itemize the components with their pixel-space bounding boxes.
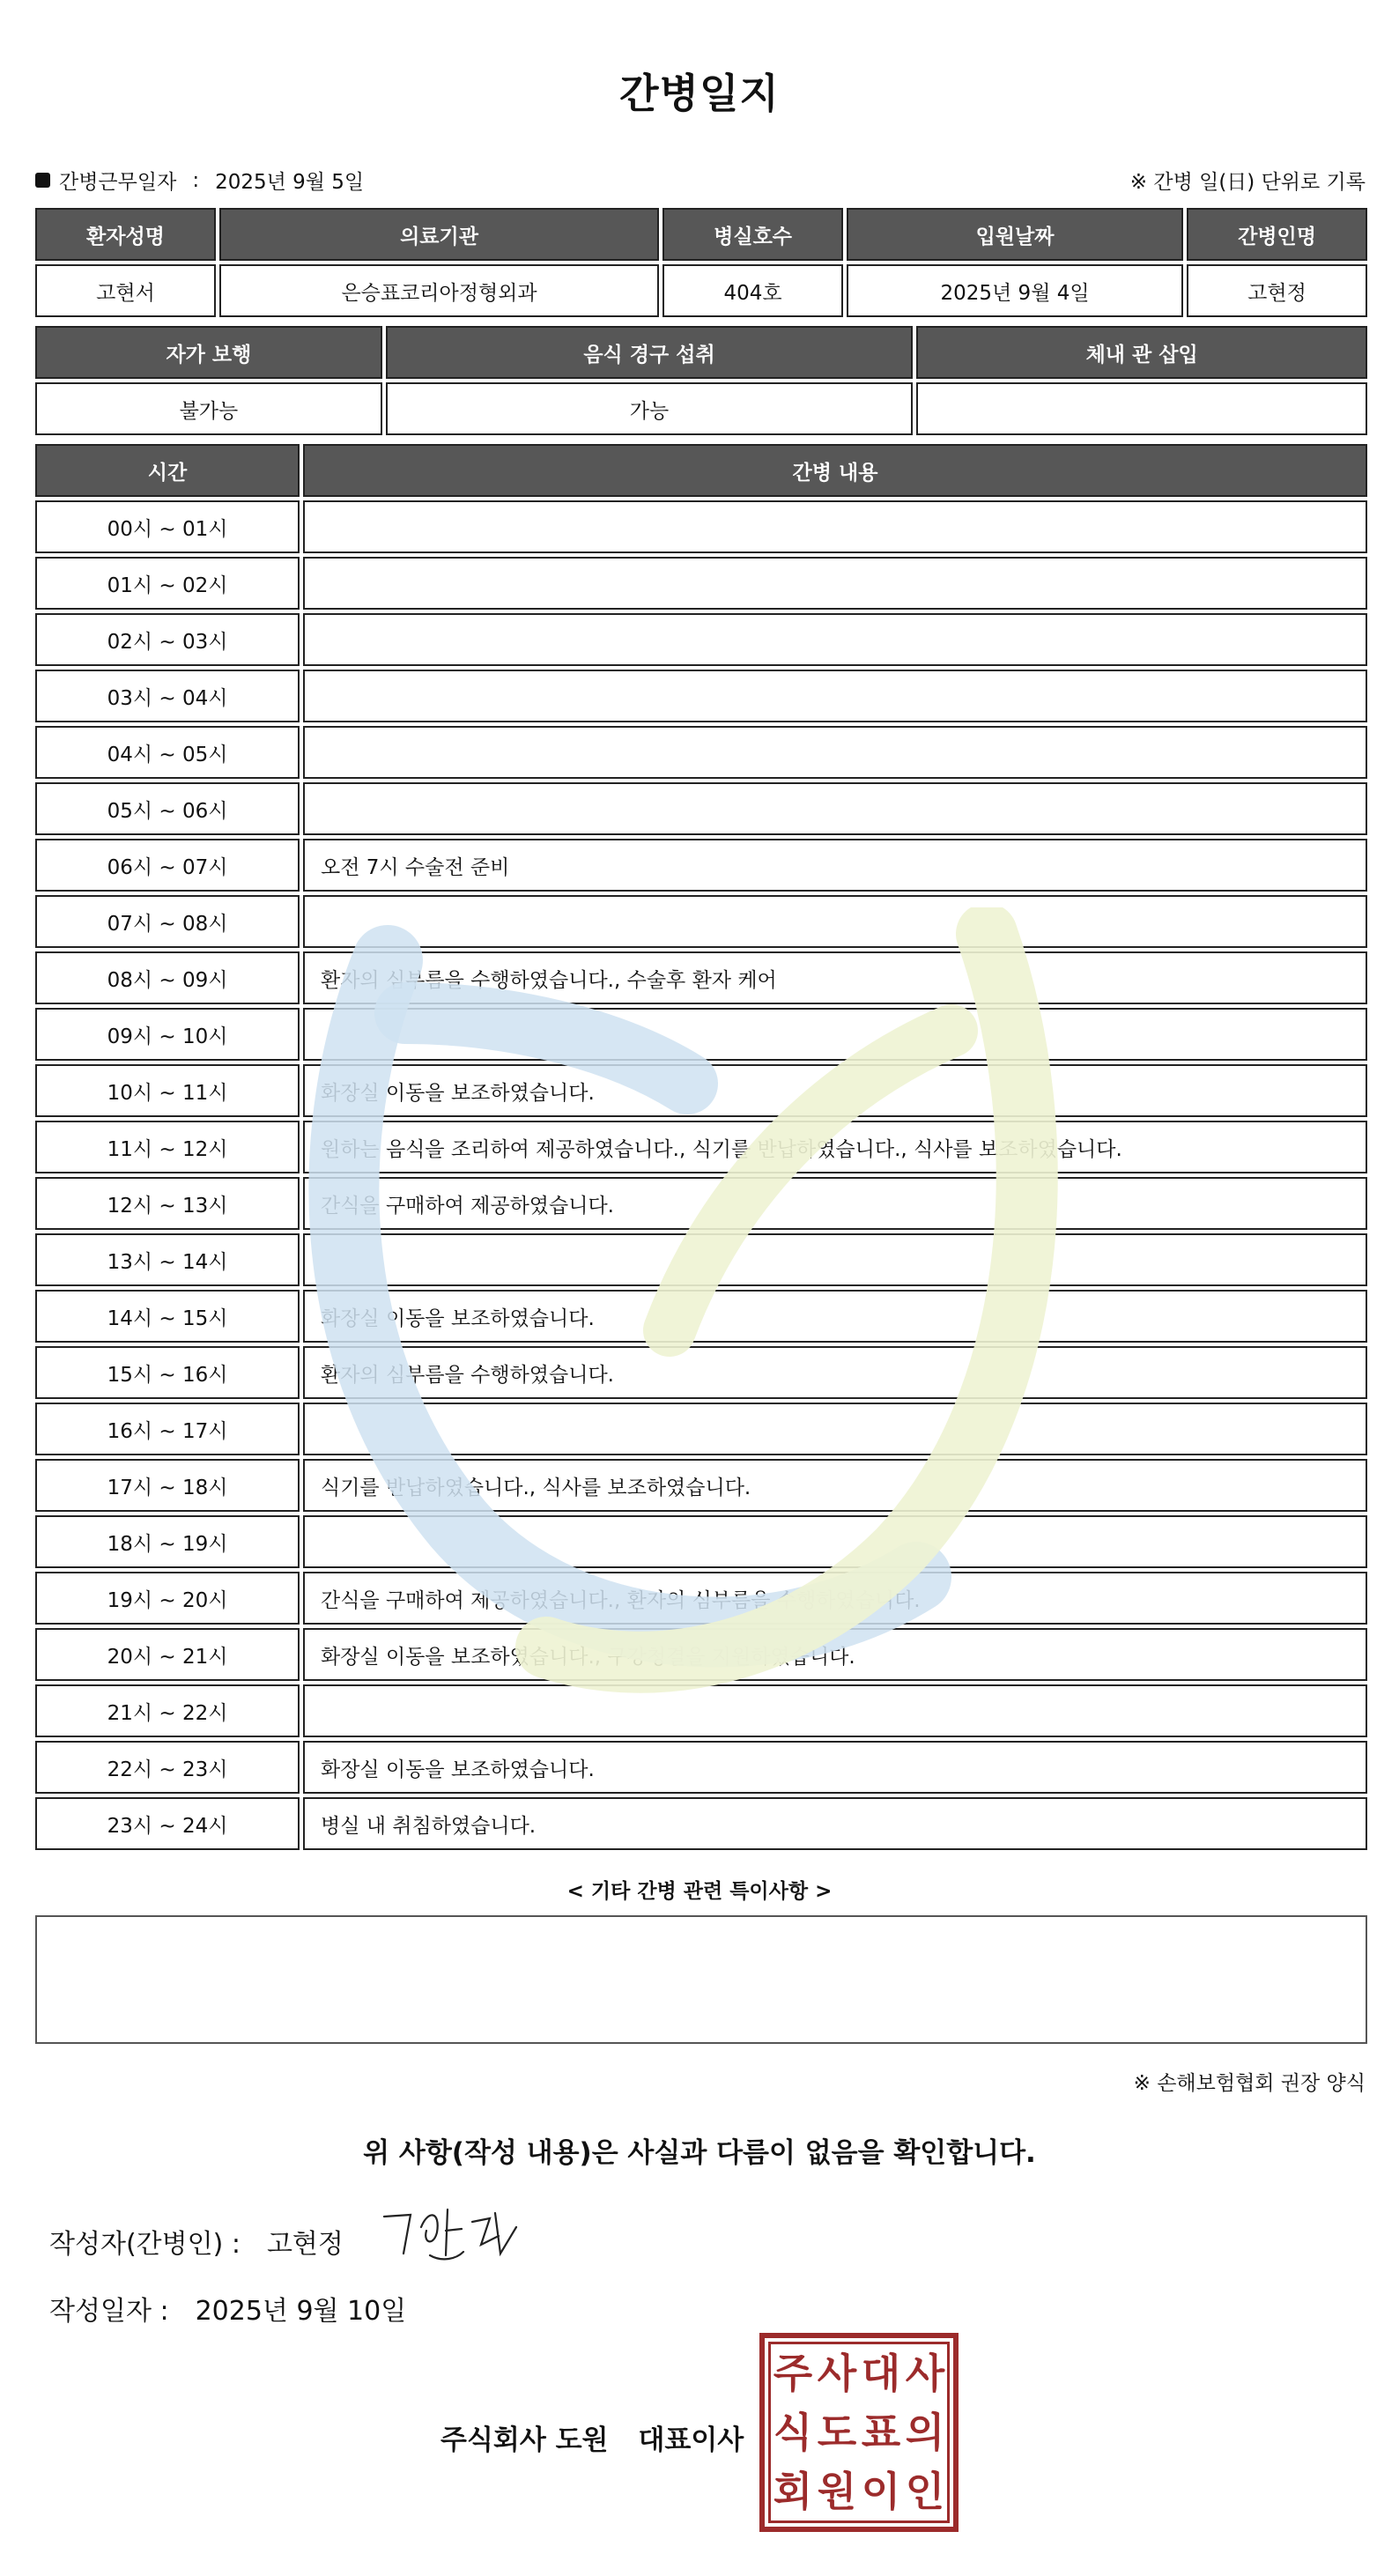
seal-character: 원 [817, 2467, 857, 2515]
care-content [303, 557, 1367, 610]
header-hospital: 의료기관 [219, 208, 659, 261]
care-content: 원하는 음식을 조리하여 제공하였습니다., 식기를 반납하였습니다., 식사를 보조하였습니다. [303, 1121, 1367, 1173]
caregiver-name: 고현정 [1187, 264, 1367, 317]
care-content [303, 726, 1367, 779]
care-content: 간식을 구매하여 제공하였습니다., 환자의 심부름을 수행하였습니다. [303, 1572, 1367, 1625]
table-row [35, 557, 1367, 610]
work-date-label: 간병근무일자 [59, 171, 177, 194]
table-row [35, 1064, 1367, 1117]
seal-character: 회 [773, 2467, 813, 2515]
table-row [35, 670, 1367, 722]
care-content [303, 1684, 1367, 1737]
care-content: 화장실 이동을 보조하였습니다. [303, 1741, 1367, 1794]
time-slot: 01시 ~ 02시 [35, 557, 300, 610]
write-date-label: 작성일자 : [49, 2296, 169, 2327]
time-slot: 03시 ~ 04시 [35, 670, 300, 722]
header-time: 시간 [35, 444, 300, 497]
header-self-walking: 자가 보행 [35, 326, 382, 379]
header-oral-intake: 음식 경구 섭취 [386, 326, 913, 379]
care-content: 병실 내 취침하였습니다. [303, 1797, 1367, 1850]
time-slot: 07시 ~ 08시 [35, 895, 300, 948]
header-patient-name: 환자성명 [35, 208, 216, 261]
care-content: 환자의 심부름을 수행하였습니다. [303, 1346, 1367, 1399]
time-slot: 14시 ~ 15시 [35, 1290, 300, 1343]
company-signoff [440, 2417, 744, 2457]
time-slot: 18시 ~ 19시 [35, 1515, 300, 1568]
self-walking-value: 불가능 [35, 382, 382, 435]
tube-insertion-value [916, 382, 1367, 435]
table-row [35, 1797, 1367, 1850]
care-content [303, 670, 1367, 722]
room-number: 404호 [662, 264, 843, 317]
care-content [303, 500, 1367, 553]
time-slot: 04시 ~ 05시 [35, 726, 300, 779]
oral-intake-value: 가능 [386, 382, 913, 435]
table-row [35, 1290, 1367, 1343]
document-title: 간병일지 [619, 70, 780, 117]
seal-character: 사 [905, 2350, 945, 2398]
table-row [35, 1459, 1367, 1512]
company-name: 주식회사 도원 [440, 2424, 609, 2456]
seal-character: 의 [905, 2408, 945, 2456]
care-content: 화장실 이동을 보조하였습니다. [303, 1064, 1367, 1117]
care-content [303, 1008, 1367, 1061]
bullet-square-icon [35, 173, 50, 188]
patient-name: 고현서 [35, 264, 216, 317]
table-row [35, 1346, 1367, 1399]
table-row [35, 500, 1367, 553]
write-date-row [49, 2289, 406, 2328]
care-content [303, 613, 1367, 666]
recommend-note: ※ 손해보험협회 권장 양식 [1133, 2072, 1366, 2095]
header-room-number: 병실호수 [662, 208, 843, 261]
care-log-table [32, 440, 1371, 1854]
time-slot: 15시 ~ 16시 [35, 1346, 300, 1399]
table-row [35, 1684, 1367, 1737]
time-slot: 11시 ~ 12시 [35, 1121, 300, 1173]
care-content [303, 1233, 1367, 1286]
table-row [35, 951, 1367, 1004]
patient-info-table [32, 204, 1371, 321]
header-care-content: 간병 내용 [303, 444, 1367, 497]
seal-character: 인 [905, 2467, 945, 2515]
table-row [35, 1403, 1367, 1455]
time-slot: 00시 ~ 01시 [35, 500, 300, 553]
table-row [35, 895, 1367, 948]
seal-character: 사 [817, 2350, 857, 2398]
table-row [35, 1177, 1367, 1230]
table-row [35, 1233, 1367, 1286]
table-row [35, 726, 1367, 779]
work-date-value: 2025년 9월 5일 [215, 171, 365, 194]
header-admission-date: 입원날짜 [847, 208, 1183, 261]
care-content [303, 1515, 1367, 1568]
table-row [35, 1515, 1367, 1568]
seal-character: 주 [773, 2350, 813, 2398]
table-row [35, 1572, 1367, 1625]
care-content: 간식을 구매하여 제공하였습니다. [303, 1177, 1367, 1230]
admission-date: 2025년 9월 4일 [847, 264, 1183, 317]
time-slot: 19시 ~ 20시 [35, 1572, 300, 1625]
table-row [35, 1628, 1367, 1681]
care-content [303, 782, 1367, 835]
care-content: 오전 7시 수술전 준비 [303, 839, 1367, 892]
time-slot: 23시 ~ 24시 [35, 1797, 300, 1850]
time-slot: 12시 ~ 13시 [35, 1177, 300, 1230]
seal-character: 대 [861, 2350, 901, 2398]
time-slot: 20시 ~ 21시 [35, 1628, 300, 1681]
work-date-row [35, 166, 364, 195]
table-row [35, 1741, 1367, 1794]
time-slot: 08시 ~ 09시 [35, 951, 300, 1004]
time-slot: 17시 ~ 18시 [35, 1459, 300, 1512]
care-content: 식기를 반납하였습니다., 식사를 보조하였습니다. [303, 1459, 1367, 1512]
header-tube-insertion: 체내 관 삽입 [916, 326, 1367, 379]
time-slot: 13시 ~ 14시 [35, 1233, 300, 1286]
care-content: 화장실 이동을 보조하였습니다. [303, 1290, 1367, 1343]
care-content: 화장실 이동을 보조하였습니다., 구강청결을 지원하였습니다. [303, 1628, 1367, 1681]
table-row [35, 839, 1367, 892]
time-slot: 02시 ~ 03시 [35, 613, 300, 666]
seal-character: 식 [773, 2408, 813, 2456]
record-unit-note: ※ 간병 일(日) 단위로 기록 [1129, 171, 1366, 194]
writer-label: 작성자(간병인) : [49, 2229, 241, 2260]
colon: : [192, 168, 200, 192]
hospital-name: 은승표코리아정형외과 [219, 264, 659, 317]
remarks-title: < 기타 간병 관련 특이사항 > [566, 1880, 833, 1903]
seal-character: 표 [861, 2408, 901, 2456]
seal-character: 이 [861, 2467, 901, 2515]
remarks-box [35, 1915, 1367, 2044]
care-content [303, 1403, 1367, 1455]
write-date-value: 2025년 9월 10일 [195, 2296, 407, 2327]
time-slot: 05시 ~ 06시 [35, 782, 300, 835]
time-slot: 06시 ~ 07시 [35, 839, 300, 892]
patient-status-table [32, 322, 1371, 439]
time-slot: 16시 ~ 17시 [35, 1403, 300, 1455]
company-seal-stamp [759, 2333, 959, 2532]
handwritten-signature-icon [377, 2201, 527, 2271]
header-caregiver-name: 간병인명 [1187, 208, 1367, 261]
table-row [35, 782, 1367, 835]
table-row [35, 1121, 1367, 1173]
time-slot: 21시 ~ 22시 [35, 1684, 300, 1737]
confirmation-statement: 위 사항(작성 내용)은 사실과 다름이 없음을 확인합니다. [363, 2137, 1036, 2169]
table-row [35, 1008, 1367, 1061]
table-row [35, 613, 1367, 666]
writer-name: 고현정 [266, 2229, 344, 2260]
seal-character: 도 [817, 2408, 857, 2456]
time-slot: 22시 ~ 23시 [35, 1741, 300, 1794]
ceo-title: 대표이사 [638, 2424, 744, 2456]
writer-row [49, 2222, 344, 2261]
care-content: 환자의 심부름을 수행하였습니다., 수술후 환자 케어 [303, 951, 1367, 1004]
care-content [303, 895, 1367, 948]
time-slot: 09시 ~ 10시 [35, 1008, 300, 1061]
time-slot: 10시 ~ 11시 [35, 1064, 300, 1117]
